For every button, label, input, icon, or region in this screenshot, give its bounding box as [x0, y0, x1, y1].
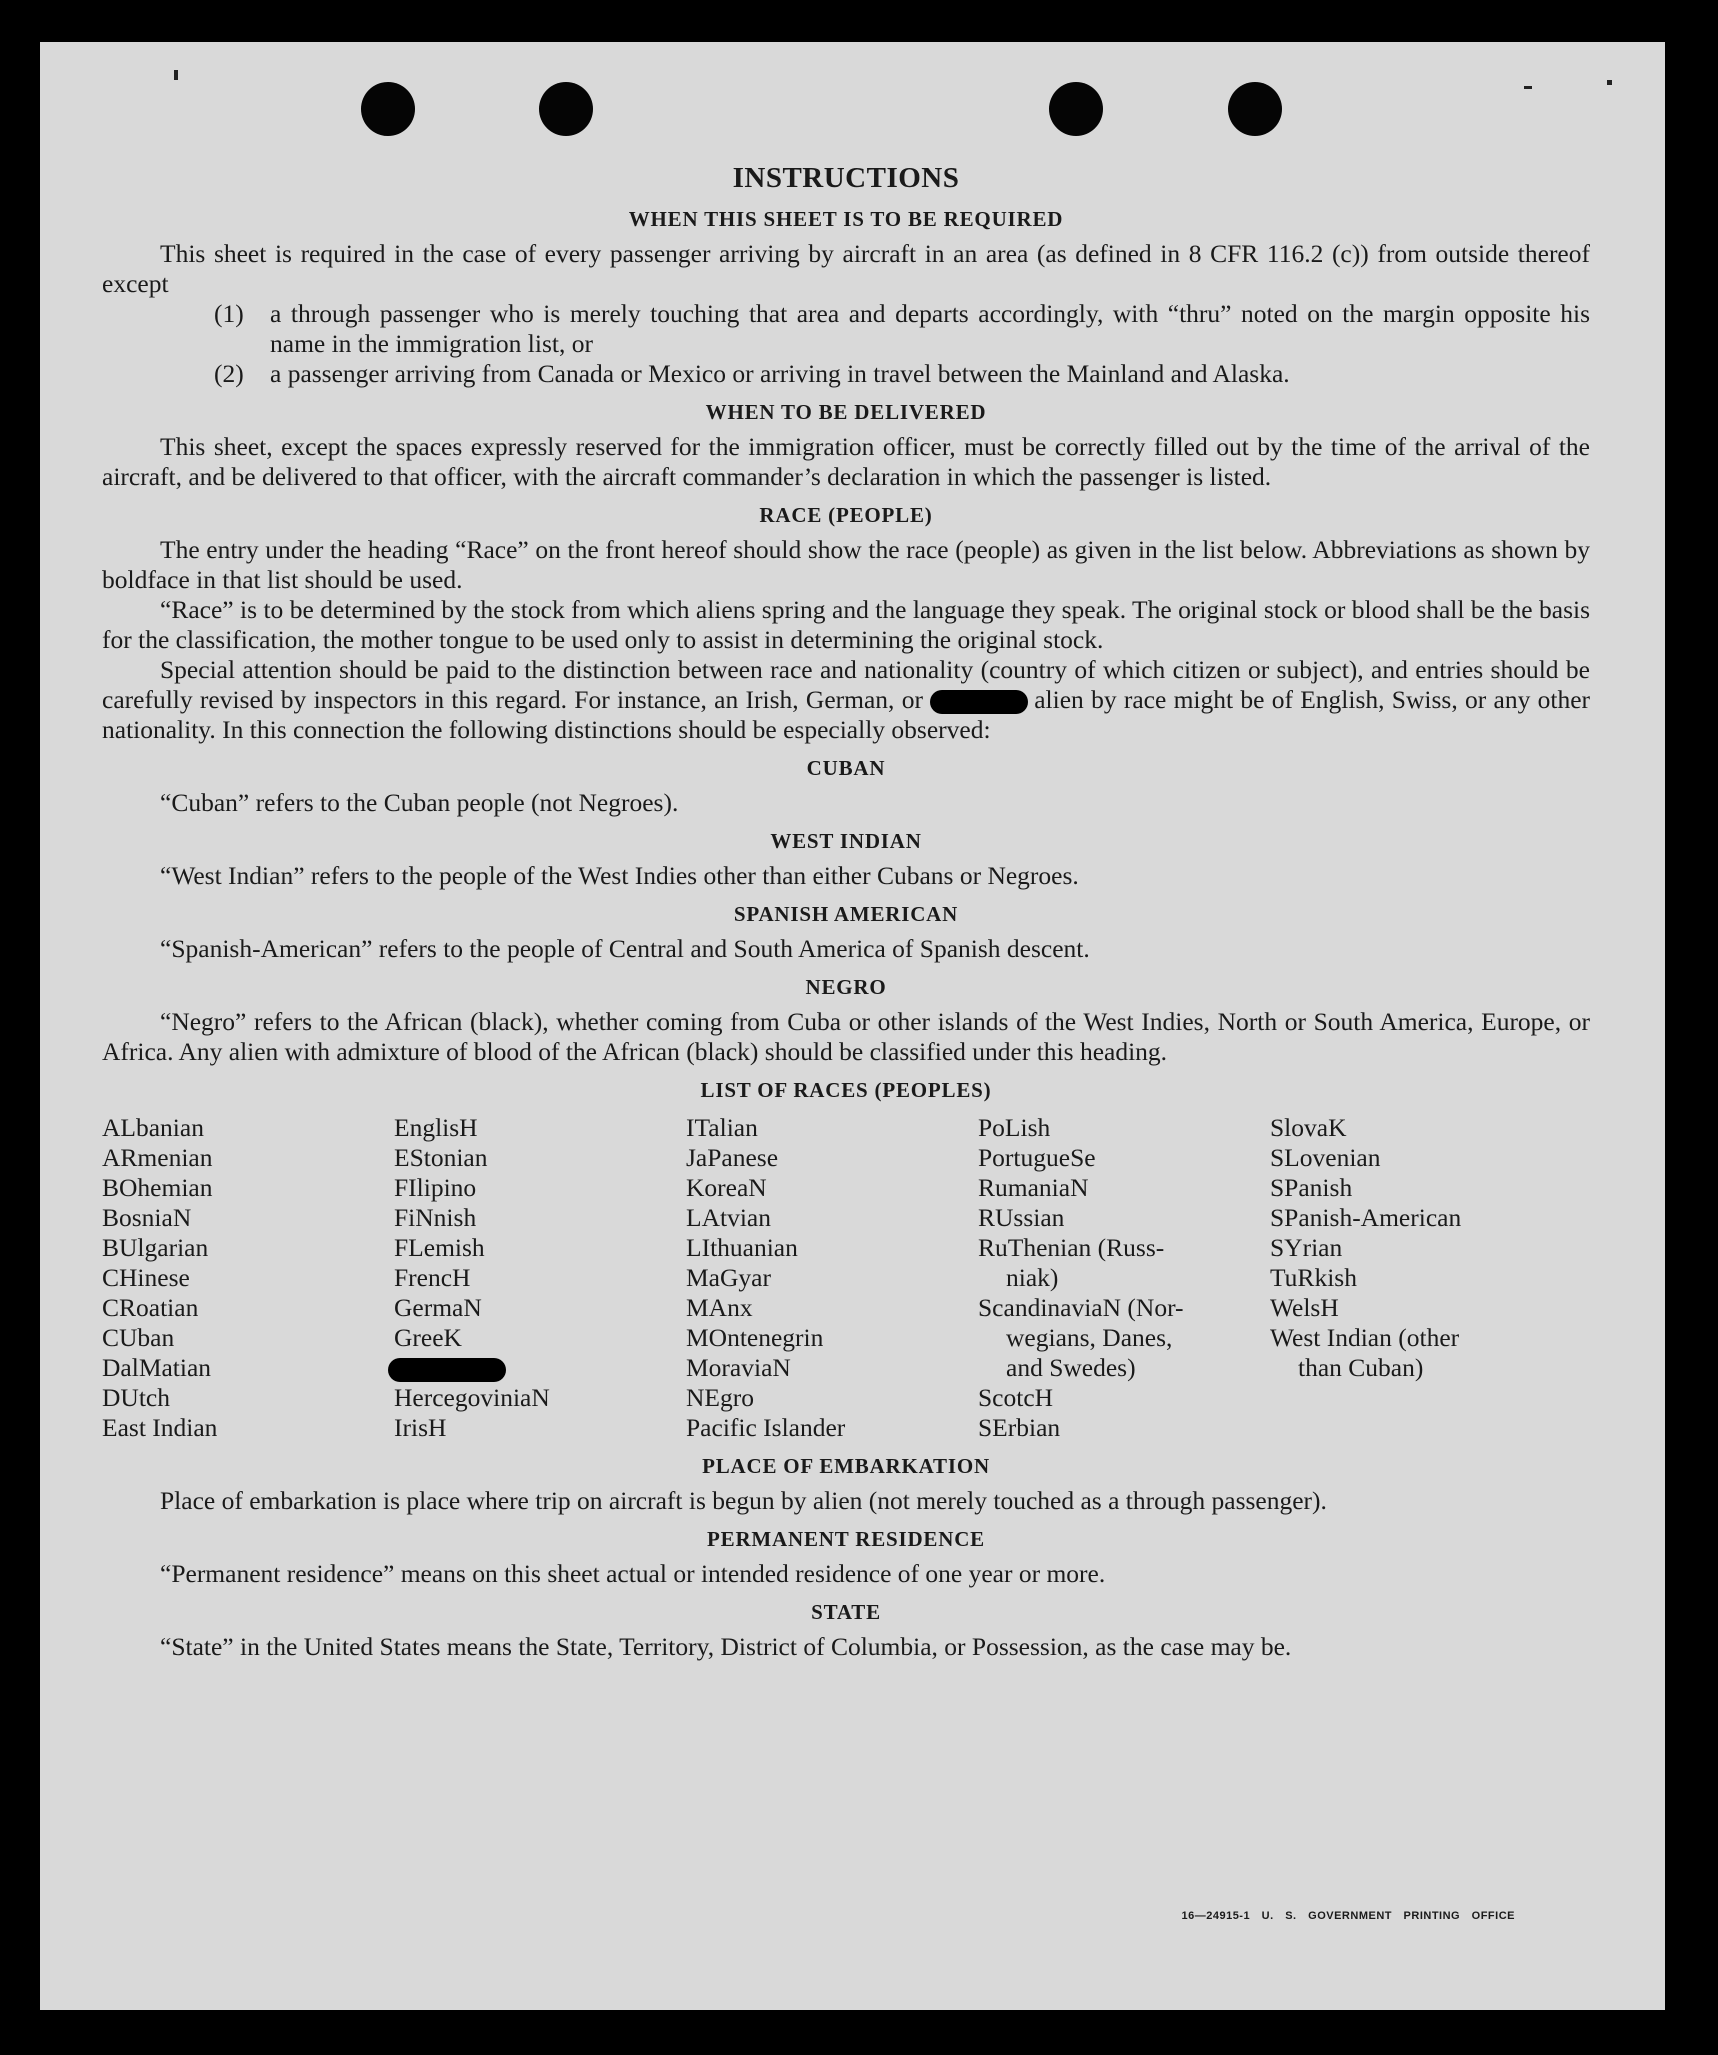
race-entry: NEgro [686, 1383, 754, 1412]
race-entry: DalMatian [102, 1353, 212, 1382]
paragraph: “West Indian” refers to the people of the West Indies other than either Cubans or Negroes. [160, 861, 1079, 890]
race-entry: ARmenian [102, 1143, 213, 1172]
punch-hole [1228, 82, 1282, 136]
race-entry: niak) [1006, 1263, 1059, 1292]
punch-hole [539, 82, 593, 136]
section-heading: STATE [811, 1600, 881, 1624]
race-entry: PoLish [978, 1113, 1051, 1142]
race-entry: wegians, Danes, [1006, 1323, 1173, 1352]
race-entry: MaGyar [686, 1263, 771, 1292]
race-entry: SErbian [978, 1413, 1061, 1442]
list-item: (2) a passenger arriving from Canada or Mexico or arriving in travel between the Mainland and Alaska. [214, 359, 1290, 388]
paragraph: “Spanish-American” refers to the people of Central and South America of Spanish descent. [160, 934, 1090, 963]
section-heading: WHEN TO BE DELIVERED [705, 400, 987, 424]
printer-imprint: 16—24915-1 U. S. GOVERNMENT PRINTING OFFICE [1181, 1910, 1515, 1922]
paragraph: This sheet is required in the case of every passenger arriving by aircraft in an area (as defined in 8 CFR 116.2 (c)) from outside thereof except [102, 239, 1590, 298]
race-entry: ScandinaviaN (Nor- [978, 1293, 1184, 1322]
race-entry: CRoatian [102, 1293, 199, 1322]
paragraph: Place of embarkation is place where trip on aircraft is begun by alien (not merely touched as a through passenger). [160, 1486, 1327, 1515]
section-heading: WHEN THIS SHEET IS TO BE REQUIRED [628, 207, 1064, 231]
race-entry: East Indian [102, 1413, 218, 1442]
race-entry: SPanish-American [1270, 1203, 1462, 1232]
race-entry: LAtvian [686, 1203, 771, 1232]
race-entry: IrisH [394, 1413, 447, 1442]
race-entry: BUlgarian [102, 1233, 209, 1262]
race-entry: RumaniaN [978, 1173, 1089, 1202]
race-entry: DUtch [102, 1383, 170, 1412]
punch-hole [361, 82, 415, 136]
section-heading: PERMANENT RESIDENCE [707, 1527, 985, 1551]
race-entry: PortugueSe [978, 1143, 1096, 1172]
race-entry: LIthuanian [686, 1233, 798, 1262]
paragraph: The entry under the heading “Race” on the front hereof should show the race (people) as given in the list below. Abbreviations as shown by boldface in that list should be used. [102, 535, 1590, 594]
redaction-mark [930, 690, 1028, 714]
speck [174, 70, 178, 80]
race-entry: RUssian [978, 1203, 1065, 1232]
race-entry: SLovenian [1270, 1143, 1381, 1172]
race-list [102, 1113, 1590, 1443]
race-entry: BosniaN [102, 1203, 192, 1232]
race-entry: ITalian [686, 1113, 758, 1142]
section-heading: WEST INDIAN [770, 829, 922, 853]
paragraph: “Race” is to be determined by the stock from which aliens spring and the language they speak. The original stock or blood shall be the basis for the classification, the mother tongue to be used only to assist in determining the original stock. [102, 595, 1590, 654]
race-entry: SlovaK [1270, 1113, 1347, 1142]
race-entry: TuRkish [1270, 1263, 1357, 1292]
race-entry: EStonian [394, 1143, 488, 1172]
section-heading: CUBAN [806, 756, 886, 780]
paragraph: “State” in the United States means the State, Territory, District of Columbia, or Possession, as the case may be. [160, 1632, 1292, 1661]
race-entry: BOhemian [102, 1173, 213, 1202]
race-entry: ScotcH [978, 1383, 1054, 1412]
race-entry: GreeK [394, 1323, 462, 1352]
race-entry: Pacific Islander [686, 1413, 846, 1442]
paragraph: “Negro” refers to the African (black), whether coming from Cuba or other islands of the West Indies, North or South America, Europe, or Africa. Any alien with admixture of blood of the African (black) should be classified under this heading. [102, 1007, 1590, 1066]
race-column [686, 1113, 978, 1443]
paragraph: “Permanent residence” means on this sheet actual or intended residence of one year or more. [160, 1559, 1106, 1588]
paragraph: Special attention should be paid to the distinction between race and nationality (country of which citizen or subject), and entries should be carefully revised by inspectors in this regard. For instance, an Irish, German, or alien by race might be of English, Swiss, or any other nationality. In this connection the following distinctions should be especially observed: [102, 655, 1591, 744]
paragraph: “Cuban” refers to the Cuban people (not Negroes). [160, 788, 679, 817]
race-entry: MOntenegrin [686, 1323, 824, 1352]
race-column [978, 1113, 1270, 1443]
section-heading: SPANISH AMERICAN [733, 902, 959, 926]
section-heading: LIST OF RACES (PEOPLES) [700, 1078, 992, 1102]
race-entry: FLemish [394, 1233, 485, 1262]
race-column [102, 1113, 394, 1443]
section-heading: PLACE OF EMBARKATION [702, 1454, 990, 1478]
section-heading: NEGRO [805, 975, 887, 999]
race-entry: GermaN [394, 1293, 482, 1322]
punch-hole [1049, 82, 1103, 136]
race-entry: JaPanese [686, 1143, 779, 1172]
race-entry: FiNnish [394, 1203, 477, 1232]
race-entry: CHinese [102, 1263, 190, 1292]
race-entry: WelsH [1270, 1293, 1339, 1322]
paragraph: This sheet, except the spaces expressly reserved for the immigration officer, must be correctly filled out by the time of the arrival of the aircraft, and be delivered to that officer, with the aircraft commander’s declaration in which the passenger is listed. [102, 432, 1590, 491]
race-entry: SYrian [1270, 1233, 1343, 1262]
race-column [394, 1113, 686, 1443]
page-title: INSTRUCTIONS [732, 162, 960, 194]
race-entry: HercegoviniaN [394, 1383, 550, 1412]
race-entry: FIlipino [394, 1173, 477, 1202]
race-entry: SPanish [1270, 1173, 1353, 1202]
exception-list [214, 299, 1590, 389]
race-entry: MAnx [686, 1293, 753, 1322]
race-entry: than Cuban) [1298, 1353, 1424, 1382]
race-entry: FrencH [394, 1263, 471, 1292]
document-sheet [40, 42, 1665, 2010]
race-entry: and Swedes) [1006, 1353, 1136, 1382]
speck [1607, 80, 1612, 85]
instructions-content [102, 162, 1590, 1662]
race-column [1270, 1113, 1562, 1443]
race-entry: EnglisH [394, 1113, 478, 1142]
race-entry: MoraviaN [686, 1353, 791, 1382]
race-entry: CUban [102, 1323, 175, 1352]
race-entry: West Indian (other [1270, 1323, 1460, 1352]
race-entry: RuThenian (Russ- [978, 1233, 1165, 1262]
redaction-mark [394, 1353, 686, 1383]
race-entry: KoreaN [686, 1173, 767, 1202]
race-entry: ALbanian [102, 1113, 204, 1142]
section-heading: RACE (PEOPLE) [759, 503, 933, 527]
speck [1524, 86, 1532, 89]
list-item: (1) a through passenger who is merely touching that area and departs accordingly, with “thru” noted on the margin opposite his name in the immigration list, or [214, 299, 1590, 358]
